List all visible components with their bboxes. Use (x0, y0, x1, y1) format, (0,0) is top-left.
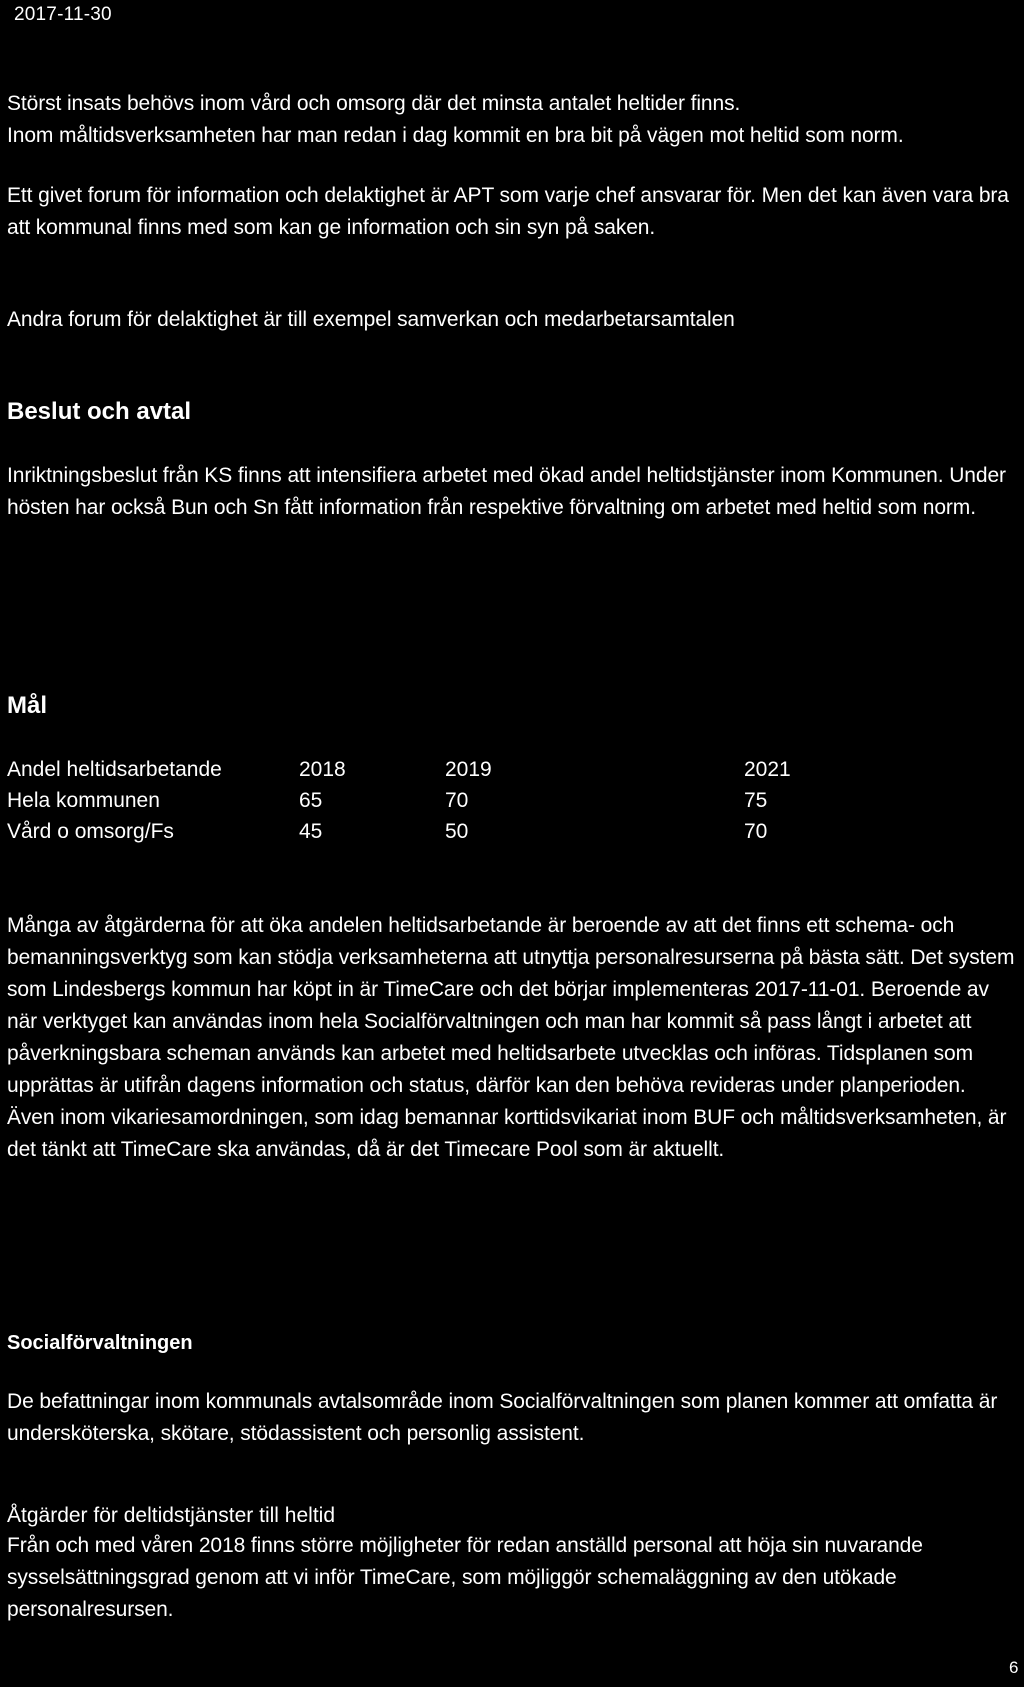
table-cell: 50 (445, 820, 469, 843)
table-header-cell: 2018 (299, 758, 346, 781)
table-header-cell: 2019 (445, 758, 492, 781)
table-cell: 65 (299, 789, 323, 812)
atgarder-paragraph: Från och med våren 2018 finns större möjligheter för redan anställd personal att höja sin nuvarande sysselsättningsgrad genom att vi inför TimeCare, som möjliggör schemaläggning av den utökade personalresursen. (7, 1534, 923, 1621)
goals-table-header-row (7, 754, 824, 785)
intro-paragraph-3: Andra forum för delaktighet är till exempel samverkan och medarbetarsamtalen (7, 308, 735, 331)
table-cell: 70 (744, 820, 768, 843)
social-paragraph: De befattningar inom kommunals avtalsområde inom Socialförvaltningen som planen kommer att omfatta är undersköterska, skötare, stödassistent och personlig assistent. (7, 1390, 998, 1445)
document-date: 2017-11-30 (14, 4, 112, 25)
table-cell: Vård o omsorg/Fs (7, 820, 174, 843)
goals-table (7, 754, 824, 847)
page-number: 6 (1009, 1658, 1019, 1677)
table-header-cell: Andel heltidsarbetande (7, 758, 222, 781)
section-heading-beslut: Beslut och avtal (7, 398, 192, 425)
intro-paragraph-2: Ett givet forum för information och delaktighet är APT som varje chef ansvarar för. Men det kan även vara bra att kommunal finns med som kan ge information och sin syn på saken. (7, 184, 1009, 239)
table-cell: 70 (445, 789, 469, 812)
table-cell: 75 (744, 789, 768, 812)
table-header-cell: 2021 (744, 758, 791, 781)
intro-paragraph-1: Störst insats behövs inom vård och omsorg där det minsta antalet heltider finns. Inom måltidsverksamheten har man redan i dag kommit en bra bit på vägen mot heltid som norm. (7, 92, 904, 147)
beslut-paragraph: Inriktningsbeslut från KS finns att intensifiera arbetet med ökad andel heltidstjänster inom Kommunen. Under hösten har också Bun och Sn fått information från respektive förvaltning om arbetet med heltid som norm. (7, 464, 1006, 519)
table-cell: 45 (299, 820, 323, 843)
section-heading-mal: Mål (7, 692, 48, 719)
mal-paragraph: Många av åtgärderna för att öka andelen heltidsarbetande är beroende av att det finns ett schema- och bemanningsverktyg som kan stödja verksamheterna att utnyttja personalresurserna på bästa sätt. Det system som Lindesbergs kommun har köpt in är TimeCare och det börjar implementeras 2017-11-01. Beroende av när verktyget kan användas inom hela Socialförvaltningen och man har kommit så pass långt i arbetet att påverkningsbara scheman används kan arbetet med heltidsarbete utvecklas och införas. Tidsplanen som upprättas är utifrån dagens information och status, därför kan den behöva revideras under planperioden. Även inom vikariesamordningen, som idag bemannar korttidsvikariat inom BUF och måltidsverksamheten, är det tänkt att TimeCare ska användas, då är det Timecare Pool som är aktuellt. (7, 914, 1015, 1161)
section-heading-socialforvaltningen: Socialförvaltningen (7, 1332, 193, 1354)
table-row (7, 816, 824, 847)
table-cell: Hela kommunen (7, 789, 160, 812)
table-row (7, 785, 824, 816)
subheading-atgarder: Åtgärder för deltidstjänster till heltid (7, 1504, 335, 1527)
